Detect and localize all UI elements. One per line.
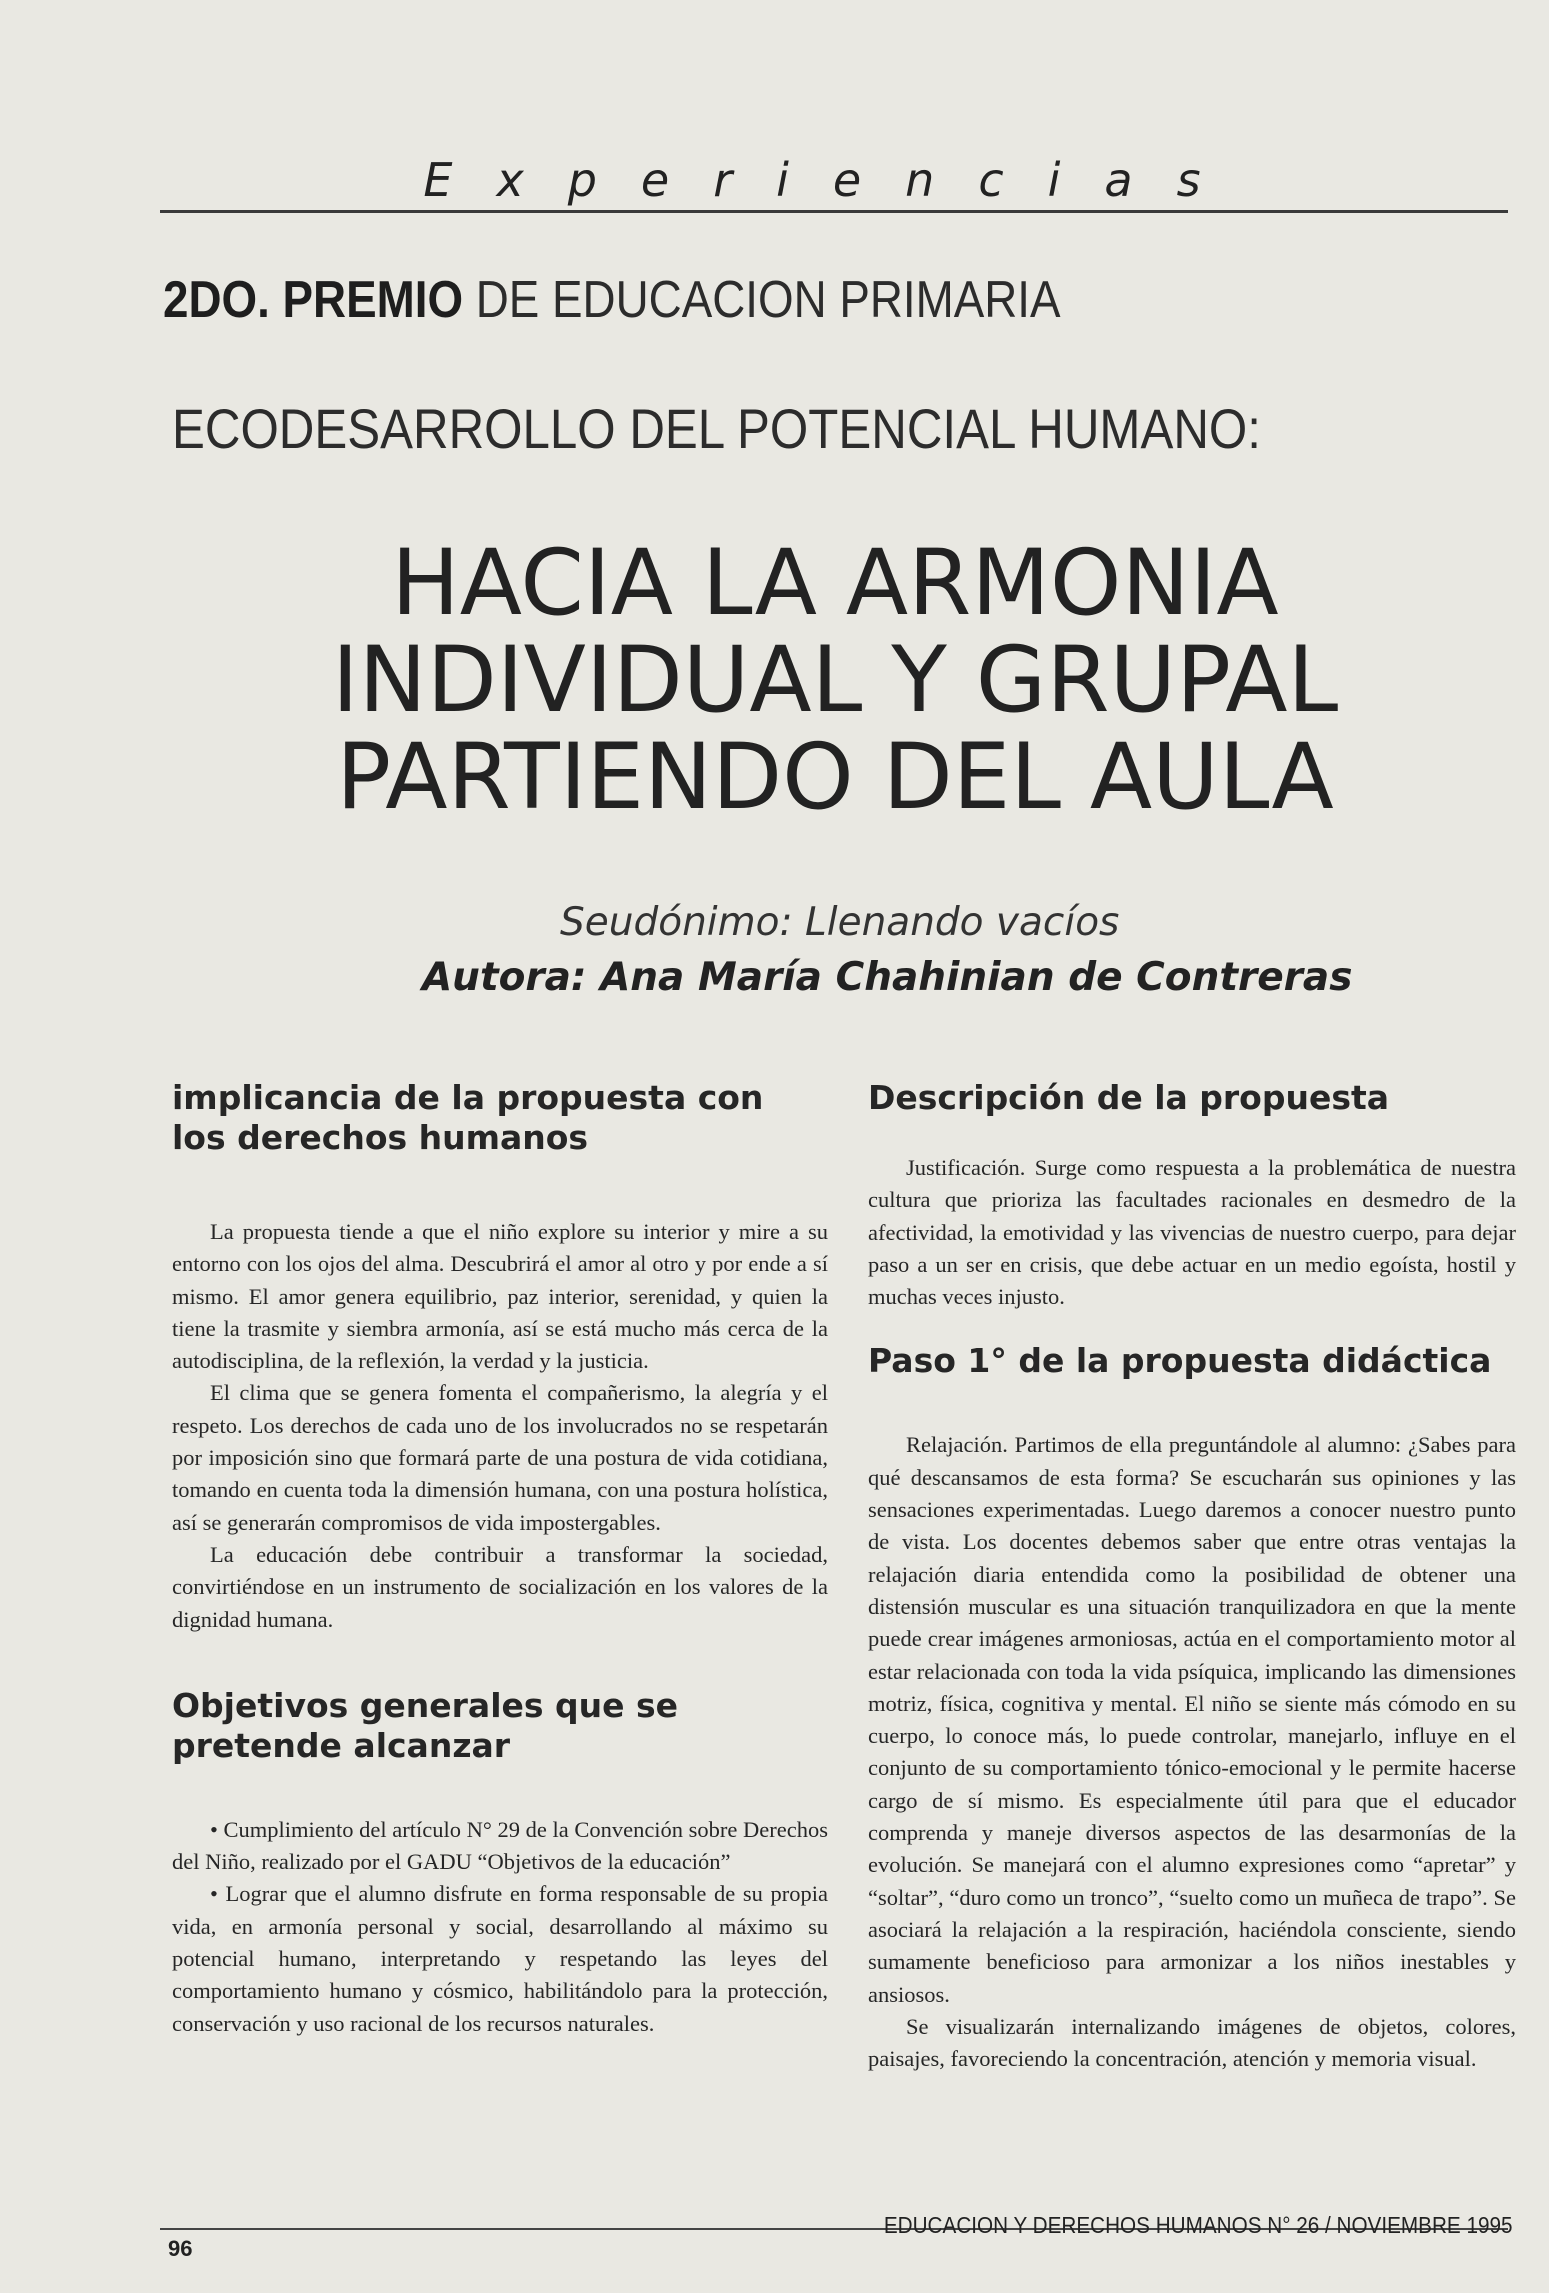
pseudonym: Seudónimo: Llenando vacíos [560, 900, 1120, 945]
objective-item: • Cumplimiento del artículo N° 29 de la Convención sobre Derechos del Niño, realizado por el GADU “Objetivos de la educación” [172, 1816, 828, 1875]
right-column [868, 1078, 1516, 2075]
paragraph: Relajación. Partimos de ella preguntándole al alumno: ¿Sabes para qué descansamos de esta forma? Se escucharán sus opiniones y las sensaciones experimentadas. Luego daremos a conocer nuestro punto de vista. Los docentes debemos saber que entre otras ventajas la relajación diaria entendida como la posibilidad de obtener una distensión muscular es una situación tranquilizadora en que la mente puede crear imágenes armoniosas, actúa en el comportamiento motor al estar relacionada con toda la vida psíquica, implicando las dimensiones motriz, física, cognitiva y mental. El niño se siente más cómodo en su cuerpo, lo conoce más, lo puede controlar, manejarlo, influye en el conjunto de su comportamiento tónico-emocional y le permite hacerse cargo de sí mismo. Es especialmente útil para que el educador comprenda y maneje diversos aspectos de las desarmonías de la evolución. Se manejará con el alumno expresiones como “apretar” y “soltar”, “duro como un tronco”, “suelto como un muñeca de trapo”. Se asociará la relajación a la respiración, haciéndola consciente, siendo sumamente beneficioso para armonizar a los niños inestables y ansiosos. [868, 1432, 1516, 2007]
section-header: Experiencias [160, 150, 1508, 213]
title-line-2: INDIVIDUAL Y GRUPAL [331, 628, 1339, 733]
article-subtitle: ECODESARROLLO DEL POTENCIAL HUMANO: [172, 397, 1261, 460]
author: Autora: Ana María Chahinian de Contreras [422, 955, 1353, 1000]
article-title [280, 531, 1390, 830]
heading-descripcion: Descripción de la propuesta [868, 1078, 1390, 1117]
award-line [163, 270, 1061, 330]
left-column [172, 1078, 828, 2040]
paragraph: Se visualizarán internalizando imágenes de objetos, colores, paisajes, favoreciendo la concentración, atención y memoria visual. [868, 2013, 1516, 2072]
heading-implicancia: implicancia de la propuesta con los derechos humanos [172, 1078, 764, 1157]
award-rank: 2DO. PREMIO [163, 271, 464, 329]
heading-paso-1: Paso 1° de la propuesta didáctica [868, 1341, 1492, 1381]
title-line-1: HACIA LA ARMONIA [391, 531, 1279, 636]
paragraph: La propuesta tiende a que el niño explore su interior y mire a su entorno con los ojos del alma. Descubrirá el amor al otro y por ende a sí mismo. El amor genera equilibrio, paz interior, serenidad, y quien la tiene la trasmite y siembra armonía, así se está mucho más cerca de la autodisciplina, de la reflexión, la verdad y la justicia. [172, 1219, 828, 1374]
award-category: DE EDUCACION PRIMARIA [463, 271, 1061, 329]
paragraph: Justificación. Surge como respuesta a la problemática de nuestra cultura que prioriza las facultades racionales en desmedro de la afectividad, la emotividad y las vivencias de nuestro cuerpo, para dejar paso a un ser en crisis, que debe actuar en un medio egoísta, hostil y muchas veces injusto. [868, 1155, 1516, 1310]
heading-objetivos: Objetivos generales que se pretende alcanzar [172, 1685, 679, 1765]
publication-footer: EDUCACION Y DERECHOS HUMANOS N° 26 / NOVIEMBRE 1995 [884, 2212, 1513, 2238]
paragraph: El clima que se genera fomenta el compañerismo, la alegría y el respeto. Los derechos de cada uno de los involucrados no se respetarán por imposición sino que formará parte de una postura de vida cotidiana, tomando en cuenta toda la dimensión humana, con una postura holística, así se generarán compromisos de vida impostergables. [172, 1380, 828, 1535]
page-number: 96 [168, 2236, 193, 2261]
title-line-3: PARTIENDO DEL AULA [336, 725, 1334, 830]
objective-item: • Lograr que el alumno disfrute en forma responsable de su propia vida, en armonía personal y social, desarrollando al máximo su potencial humano, interpretando y respetando las leyes del comportamiento humano y cósmico, habilitándolo para la protección, conservación y uso racional de los recursos naturales. [172, 1881, 828, 2036]
paragraph: La educación debe contribuir a transformar la sociedad, convirtiéndose en un instrumento de socialización en los valores de la dignidad humana. [172, 1541, 828, 1632]
